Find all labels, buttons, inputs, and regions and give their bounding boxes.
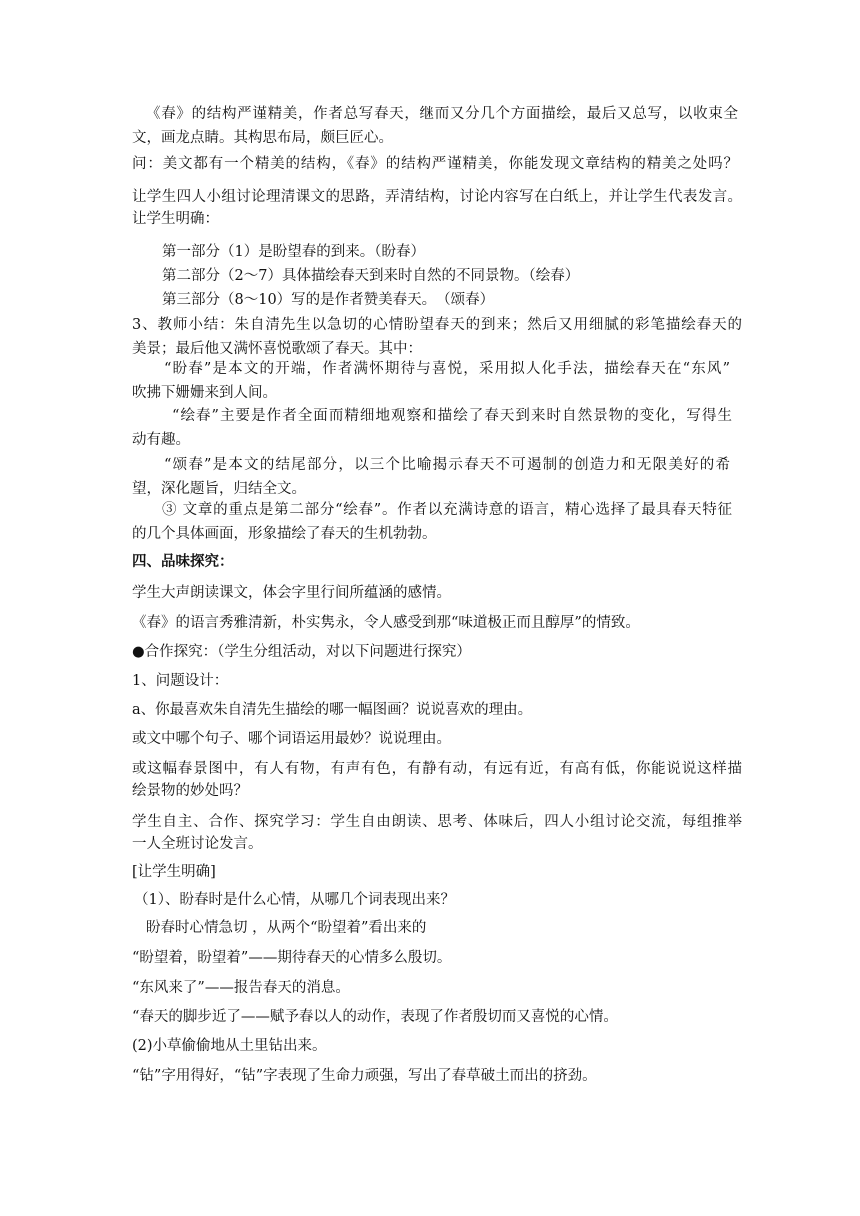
huichun-line-2: 动有趣。 — [132, 432, 190, 448]
question-scene-line-1: 或这幅春景图中，有人有物，有声有色，有静有动，有远有近，有高有低，你能说说这样描 — [132, 761, 742, 777]
language-style-line: 《春》的语言秀雅清新，朴实隽永，令人感受到那“味道极正而且醇厚”的情致。 — [132, 615, 640, 631]
paragraph-structure-line-1: 《春》的结构严谨精美，作者总写春天，继而又分几个方面描绘，最后又总写，以收束全 — [146, 106, 738, 122]
panchun-line-2: 吹拂下姗姗来到人间。 — [132, 385, 277, 401]
answer-2-detail: “钻”字用得好，“钻”字表现了生命力顽强，写出了春草破土而出的挤劲。 — [132, 1068, 597, 1084]
huichun-line-1: “绘春”主要是作者全面而精细地观察和描绘了春天到来时自然景物的变化，写得生 — [172, 408, 732, 424]
answer-1-dongfeng: “东风来了”——报告春天的消息。 — [132, 980, 350, 996]
self-study-line-2: 一人全班讨论发言。 — [132, 836, 263, 852]
songchun-line-2: 望，深化题旨，归结全文。 — [132, 481, 306, 497]
part-two-line: 第二部分（2～7）具体描绘春天到来时自然的不同景物。（绘春） — [162, 268, 580, 284]
answer-2-question: (2)小草偷偷地从土里钻出来。 — [132, 1038, 327, 1054]
focus-line-2: 的几个具体画面，形象描绘了春天的生机勃勃。 — [132, 526, 437, 542]
question-line: 问：美文都有一个精美的结构，《春》的结构严谨精美，你能发现文章结构的精美之处吗？ — [132, 156, 738, 172]
question-design-heading: 1、问题设计： — [132, 673, 229, 689]
clarify-heading: [让学生明确] — [132, 864, 216, 880]
answer-1-jiaobu: “春天的脚步近了——赋予春以人的动作，表现了作者殷切而又喜悦的心情。 — [132, 1009, 618, 1025]
self-study-line-1: 学生自主、合作、探究学习：学生自由朗读、思考、体味后，四人小组讨论交流，每组推举 — [132, 814, 742, 830]
panchun-line-1: “盼春”是本文的开端，作者满怀期待与喜悦，采用拟人化手法，描绘春天在“东风” — [164, 361, 730, 377]
question-scene-line-2: 绘景物的妙处吗？ — [132, 783, 248, 799]
songchun-line-1: “颂春”是本文的结尾部分，以三个比喻揭示春天不可遏制的创造力和无限美好的希 — [164, 457, 730, 473]
teacher-summary-line-2: 美景；最后他又满怀喜悦歌颂了春天。其中： — [132, 341, 422, 357]
paragraph-structure-line-2: 文，画龙点睛。其构思布局，颇巨匠心。 — [132, 130, 393, 146]
answer-1-panwangzhe: “盼望着，盼望着”——期待春天的心情多么殷切。 — [132, 950, 452, 966]
part-three-line: 第三部分（8～10）写的是作者赞美春天。 （颂春） — [162, 292, 495, 308]
part-one-line: 第一部分（1）是盼望春的到来。（盼春） — [162, 244, 425, 260]
section-heading-pinwei: 四、品味探究： — [132, 553, 234, 570]
question-a-line: a、你最喜欢朱自清先生描绘的哪一幅图画？说说喜欢的理由。 — [132, 702, 533, 718]
group-discussion-line-2: 让学生明确： — [132, 211, 219, 227]
focus-line-1: ③ 文章的重点是第二部分“绘春”。作者以充满诗意的语言，精心选择了最具春天特征 — [162, 502, 732, 518]
answer-1-detail: 盼春时心情急切 ，从两个“盼望着”看出来的 — [146, 920, 427, 936]
cooperative-inquiry-line: ●合作探究：（学生分组活动，对以下问题进行探究） — [132, 644, 471, 660]
reading-aloud-line: 学生大声朗读课文，体会字里行间所蕴涵的感情。 — [132, 585, 451, 601]
answer-1-question: （1）、盼春时是什么心情，从哪几个词表现出来？ — [134, 892, 455, 908]
question-sentence-line: 或文中哪个句子、哪个词语运用最妙？说说理由。 — [132, 731, 451, 747]
teacher-summary-line-1: 3、教师小结：朱自清先生以急切的心情盼望春天的到来；然后又用细腻的彩笔描绘春天的 — [132, 317, 742, 333]
group-discussion-line-1: 让学生四人小组讨论理清课文的思路，弄清结构，讨论内容写在白纸上，并让学生代表发言。 — [132, 189, 742, 205]
